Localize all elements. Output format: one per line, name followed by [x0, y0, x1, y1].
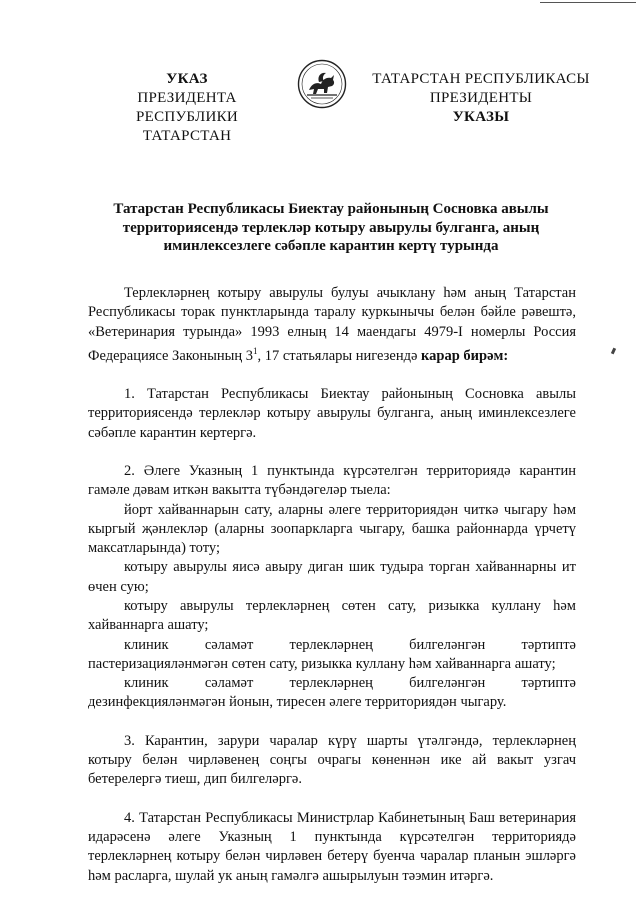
item-2-sub-5-rest: дезинфекцияләнмәгән йонын, тиресен әлеге территориядән чыгару.	[88, 694, 507, 711]
preamble-text: Терлекләрнең котыру авырулы булуы ачыклану һәм аның Татарстан Республикасы торак пунктларында таралу куркынычы белән бәйле рәвештә, «Ветеринария турында» 1993 елның 14 маендагы 4979-I номерлы Россия Федерациясе Законының 3	[88, 285, 576, 364]
item-4: 4. Татарстан Республикасы Министрлар Кабинетының Баш ветеринария идарәсенә әлеге Указның 1 пунктында күрсәтелгән территориядә терлекләрнең котыру белән чирләвен бетерү буенча чаралар планын эшләргә һәм расларга, шулай ук аның гамәлгә ашырылуын тәэмин итәргә.	[88, 809, 576, 884]
header-right-line2: ПРЕЗИДЕНТЫ	[429, 90, 533, 106]
word: терлекләрнең	[289, 636, 373, 653]
word: тәртиптә	[521, 636, 576, 653]
coat-of-arms-icon	[297, 59, 347, 109]
top-edge-line	[540, 2, 636, 3]
preamble	[88, 284, 576, 366]
item-2-sub-5-line1	[88, 674, 576, 693]
word: билгеләнгән	[409, 636, 486, 653]
item-2-intro: 2. Әлеге Указның 1 пунктында күрсәтелгән территориядә карантин гамәле дәвам иткән вакытта түбәндәгеләр тыела:	[88, 462, 576, 499]
item-2-sub-2: котыру авырулы яисә авыру диган шик тудыра торган хайваннарны ит өчен сую;	[88, 559, 576, 595]
item-2-sub-1: йорт хайваннарын сату, аларны әлеге территориядән читкә чыгару һәм кыргый җәнлекләр (аларны зоопаркларга чыгару, башка районнарда үрчетү максатларында) тоту;	[88, 501, 576, 557]
item-2-sub-4-line1	[88, 636, 576, 655]
word: терлекләрнең	[289, 675, 373, 692]
item-2-sub-3: котыру авырулы терлекләрнең сөтен сату, ризыкка куллану һәм хайваннарга ашату;	[88, 597, 576, 634]
document-body	[88, 284, 576, 886]
item-1: 1. Татарстан Республикасы Биектау районының Сосновка авылы территориясендә терлекләр котыру авырулы булганга, аның иминлексезлеге сәбәпле карантин кертергә.	[88, 386, 576, 441]
margin-mark	[611, 348, 616, 355]
item-3: 3. Карантин, зарури чаралар күрү шарты үтәлгәндә, терлекләрнең котыру белән чирләвенең соңгы очрагы көненнән ике ай вакыт узгач бетерелергә тиеш, дип билгеләргә.	[88, 732, 576, 788]
item-2-sub-4-rest: пастеризацияләнмәгән сөтен сату, ризыкка куллану һәм хайваннарга ашату;	[88, 655, 556, 672]
word: сәламәт	[204, 636, 254, 653]
header-left-line1: УКАЗ	[166, 71, 208, 87]
preamble-text-after: , 17 статьялары нигезендә	[257, 347, 422, 364]
document-title: Татарстан Республикасы Биектау районының Сосновка авылы территориясендә терлекләр котыру авырулы булганга, аның иминлексезлеге сәбәпле карантин кертү турында	[113, 201, 549, 254]
header-right-line1: ТАТАРСТАН РЕСПУБЛИКАСЫ	[372, 71, 590, 87]
word: сәламәт	[204, 675, 254, 692]
header-left-line2: ПРЕЗИДЕНТА	[137, 90, 237, 106]
header-left-line3: РЕСПУБЛИКИ ТАТАРСТАН	[135, 109, 239, 144]
word: клиник	[124, 675, 169, 692]
preamble-bold-end: карар бирәм:	[421, 347, 509, 364]
word: клиник	[124, 636, 169, 653]
word: тәртиптә	[521, 675, 576, 692]
header-right	[372, 70, 590, 127]
header-right-line3: УКАЗЫ	[452, 109, 510, 125]
header-left	[92, 70, 282, 146]
word: билгеләнгән	[409, 675, 486, 692]
preamble-sup: 1	[252, 345, 258, 356]
